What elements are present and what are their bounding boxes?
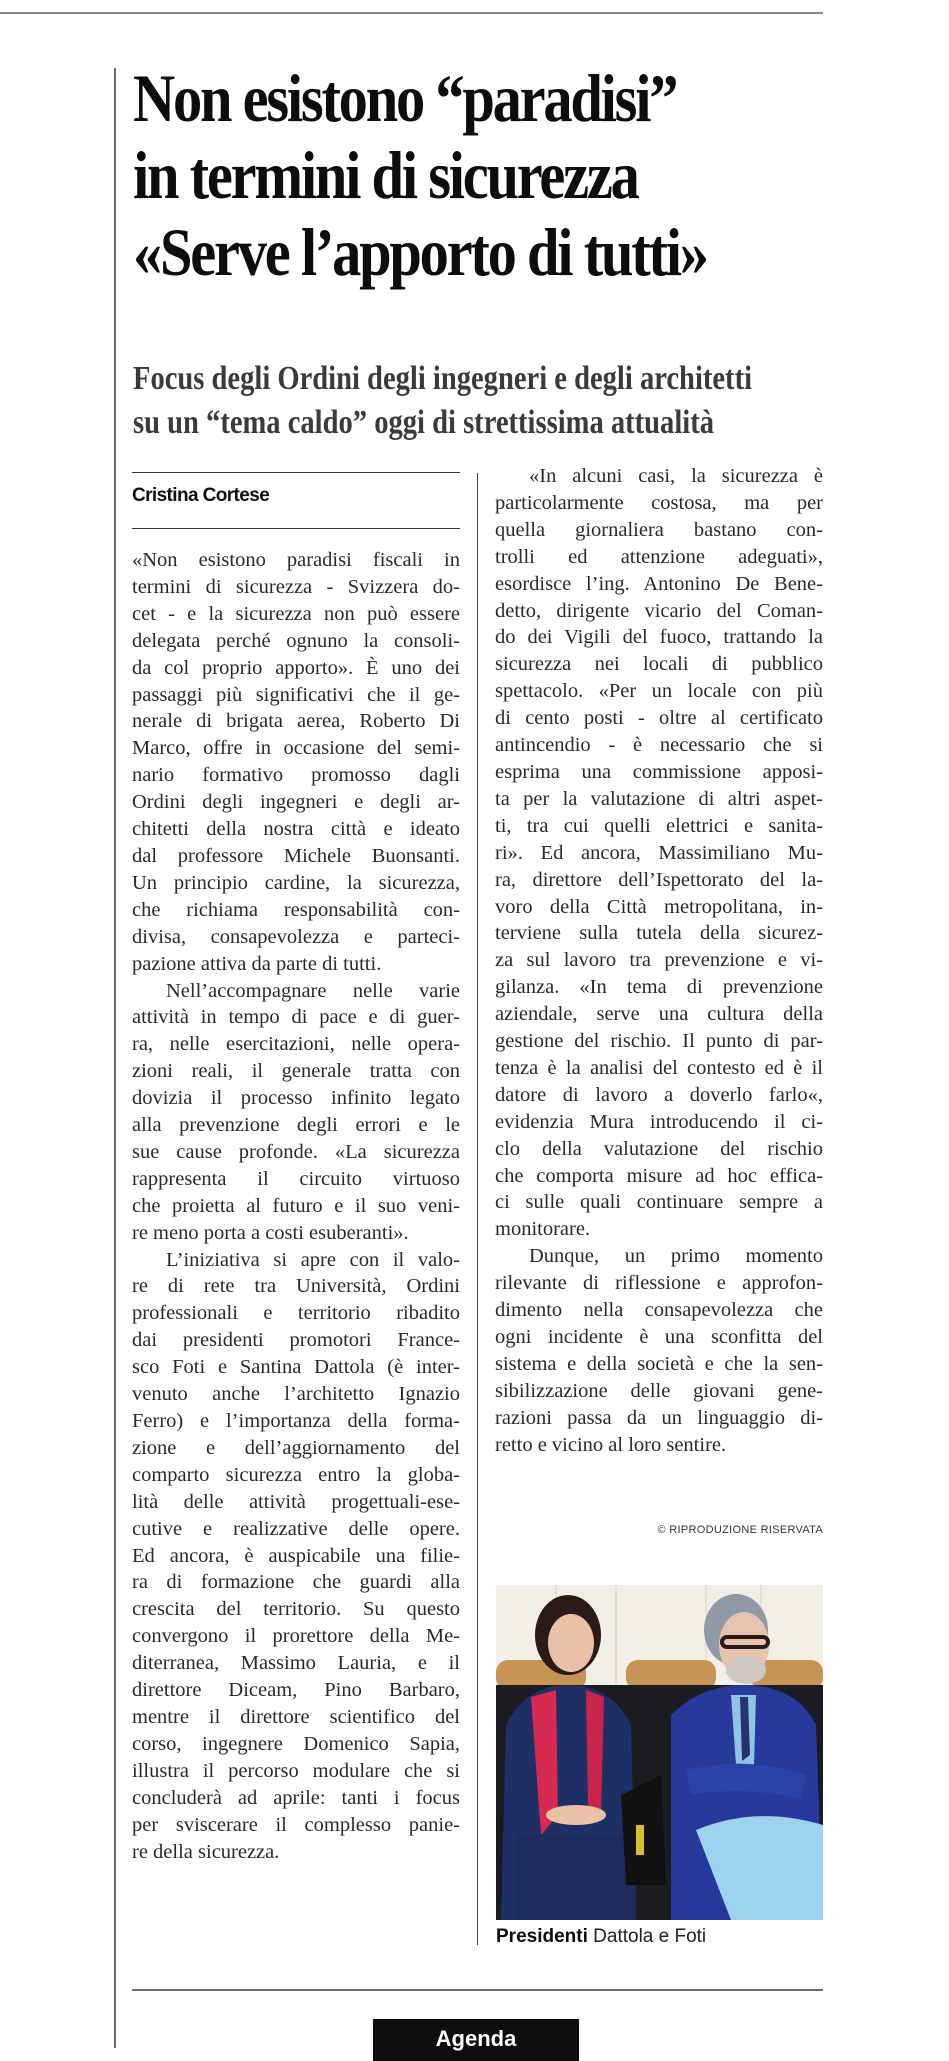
byline-top-rule [132, 472, 460, 473]
body-column-left [132, 547, 460, 1865]
body-text-line: dovizia il processo infinito legato [132, 1087, 460, 1110]
body-text-line: nerale di brigata aerea, Roberto Di [132, 710, 460, 733]
body-text-line: professionali e territorio ribadito [132, 1302, 460, 1325]
body-text-line: di cento posti - oltre al certificato [495, 707, 823, 730]
body-text-line: diterranea, Massimo Lauria, e il [132, 1652, 460, 1675]
body-text-line: ra di formazione che guardi alla [132, 1571, 460, 1594]
subtitle-line: su un “tema caldo” oggi di strettissima attualità [133, 404, 714, 441]
headline [133, 60, 735, 291]
body-text-line: convergono il prorettore della Me- [132, 1625, 460, 1648]
body-text-line: Ordini degli ingegneri e degli ar- [132, 791, 460, 814]
body-text-line: esprima una commissione apposi- [495, 760, 823, 783]
body-text-line: sue cause profonde. «La sicurezza [132, 1140, 460, 1163]
body-text-line: delegata perché ognuno la consoli- [132, 629, 460, 652]
body-column-right [495, 463, 823, 1459]
body-text-line: «Non esistono paradisi fiscali in [132, 549, 460, 571]
bottom-rule [132, 1989, 823, 1991]
body-text-line: voro della Città metropolitana, in- [495, 895, 823, 918]
body-text-line: Ferro) e l’importanza della forma- [132, 1410, 460, 1432]
body-text-line: rilevante di riflessione e approfon- [495, 1272, 823, 1295]
photo-caption [496, 1926, 706, 1948]
body-text-line: do dei Vigili del fuoco, trattando la [495, 626, 823, 649]
body-text-line: rappresenta il circuito virtuoso [132, 1167, 460, 1190]
body-text-line: Nell’accompagnare nelle varie [166, 979, 460, 1002]
body-text-line: dai presidenti promotori France- [132, 1329, 460, 1352]
body-text-line: detto, dirigente vicario del Coman- [495, 599, 823, 622]
body-text-line: terviene sulla tutela della sicurez- [495, 922, 823, 945]
body-text-line: che richiama responsabilità con- [132, 898, 460, 921]
body-text-line: che proietta al futuro e il suo veni- [132, 1194, 460, 1217]
body-text-line: retto e vicino al loro sentire. [495, 1433, 727, 1456]
byline-author: Cristina Cortese [132, 485, 270, 506]
copyright-notice: © RIPRODUZIONE RISERVATA [657, 1524, 823, 1536]
body-text-line: re della sicurezza. [132, 1840, 280, 1863]
body-text-line: spettacolo. «Per un locale con più [495, 680, 823, 703]
body-text-line: cet - e la sicurezza non può essere [132, 602, 460, 625]
body-text-line: pazione attiva da parte di tutti. [132, 952, 382, 975]
body-text-line: mentre il direttore scientifico del [132, 1705, 460, 1728]
body-text-line: che comporta misure ad hoc effica- [495, 1164, 823, 1187]
body-text-line: sistema e della società e che la sen- [495, 1352, 823, 1375]
body-text-line: ta per la valutazione di altri aspet- [495, 787, 823, 810]
body-text-line: re meno porta a costi esuberanti». [132, 1221, 409, 1244]
byline-bottom-rule [132, 528, 460, 529]
body-text-line: Ed ancora, è auspicabile una filie- [132, 1544, 460, 1567]
body-text-line: Dunque, un primo momento [529, 1245, 823, 1268]
body-text-line: quella giornaliera bastano con- [495, 518, 823, 541]
headline-line: Non esistono “paradisi” [133, 60, 677, 136]
body-text-line: gilanza. «In tema di prevenzione [495, 976, 823, 999]
body-text-line: dimento nella consapevolezza che [495, 1299, 823, 1322]
body-text-line: sicurezza nei locali di pubblico [495, 653, 823, 676]
body-text-line: direttore Diceam, Pino Barbaro, [132, 1679, 460, 1702]
body-text-line: venuto anche l’architetto Ignazio [132, 1383, 460, 1406]
body-text-line: chitetti della nostra città e ideato [132, 818, 460, 841]
body-text-line: alla prevenzione degli errori e le [132, 1114, 460, 1137]
body-text-line: trolli ed attenzione adeguati», [495, 545, 823, 568]
body-text-line: attività in tempo di pace e di guer- [132, 1006, 460, 1029]
body-text-line: tenza è la analisi del contesto ed è il [495, 1056, 823, 1079]
body-text-line: illustra il percorso modulare che si [132, 1759, 460, 1782]
body-text-line: corso, ingegnere Domenico Sapia, [132, 1732, 460, 1755]
body-text-line: termini di sicurezza - Svizzera do- [132, 575, 460, 598]
body-text-line: Un principio cardine, la sicurezza, [132, 871, 460, 894]
column-divider [477, 473, 478, 1945]
body-text-line: divisa, consapevolezza e parteci- [132, 925, 460, 948]
body-text-line: ti, tra cui quelli elettrici e sanita- [495, 814, 823, 837]
body-text-line: particolarmente costosa, ma per [495, 491, 823, 514]
top-rule [0, 12, 823, 14]
body-text-line: datore di lavoro a doverlo farlo«, [495, 1083, 823, 1106]
photo-caption-label: Presidenti [496, 1926, 588, 1947]
photo-presidents [496, 1585, 823, 1920]
body-text-line: Marco, offre in occasione del semi- [132, 737, 460, 760]
body-text-line: ra, direttore dell’Ispettorato del la- [495, 868, 823, 891]
left-border-rule [114, 68, 116, 2048]
headline-line: in termini di sicurezza [133, 137, 638, 213]
body-text-line: ci sulle quali continuare sempre a [495, 1191, 823, 1214]
body-text-line: aziendale, serve una cultura della [495, 1003, 823, 1026]
body-text-line: crescita del territorio. Su questo [132, 1598, 460, 1621]
body-text-line: «In alcuni casi, la sicurezza è [529, 465, 823, 487]
body-text-line: monitorare. [495, 1218, 591, 1241]
photo-caption-text: Dattola e Foti [587, 1926, 707, 1947]
body-text-line: lità delle attività progettuali-ese- [132, 1490, 460, 1513]
body-text-line: da col proprio apporto». È uno dei [132, 656, 460, 679]
body-text-line: evidenzia Mura introducendo il ci- [495, 1110, 823, 1133]
photo-image [496, 1585, 823, 1920]
body-text-line: L’iniziativa si apre con il valo- [166, 1248, 460, 1271]
body-text-line: sco Foti e Santina Dattola (è inter- [132, 1356, 460, 1379]
body-text-line: passaggi più significativi che il ge- [132, 683, 460, 706]
body-text-line: dal professore Michele Buonsanti. [132, 844, 460, 867]
headline-line: «Serve l’apporto di tutti» [133, 214, 707, 290]
subtitle-line: Focus degli Ordini degli ingegneri e degli architetti [133, 360, 753, 397]
body-text-line: zioni reali, il generale tratta con [132, 1060, 460, 1083]
body-text-line: re di rete tra Università, Ordini [132, 1275, 460, 1298]
body-text-line: per sviscerare il complesso panie- [132, 1813, 460, 1836]
subtitle [133, 357, 822, 445]
body-text-line: sibilizzazione delle giovani gene- [495, 1379, 823, 1402]
body-text-line: razioni passa da un linguaggio di- [495, 1406, 823, 1429]
body-text-line: za sul lavoro tra prevenzione e vi- [495, 949, 823, 972]
section-label-agenda: Agenda [373, 2019, 579, 2061]
body-text-line: antincendio - è necessario che si [495, 734, 823, 757]
body-text-line: ogni incidente è una sconfitta del [495, 1326, 823, 1348]
body-text-line: concluderà ad aprile: tanti i focus [132, 1786, 460, 1809]
body-text-line: zione e dell’aggiornamento del [132, 1436, 460, 1459]
body-text-line: ri». Ed ancora, Massimiliano Mu- [495, 841, 823, 864]
body-text-line: cutive e realizzative delle opere. [132, 1517, 460, 1540]
body-text-line: gestione del rischio. Il punto di par- [495, 1030, 823, 1053]
body-text-line: comparto sicurezza entro la globa- [132, 1463, 460, 1486]
body-text-line: nario formativo promosso dagli [132, 764, 460, 787]
body-text-line: clo della valutazione del rischio [495, 1137, 823, 1160]
body-text-line: ra, nelle esercitazioni, nelle opera- [132, 1033, 460, 1056]
body-text-line: esordisce l’ing. Antonino De Bene- [495, 572, 823, 595]
